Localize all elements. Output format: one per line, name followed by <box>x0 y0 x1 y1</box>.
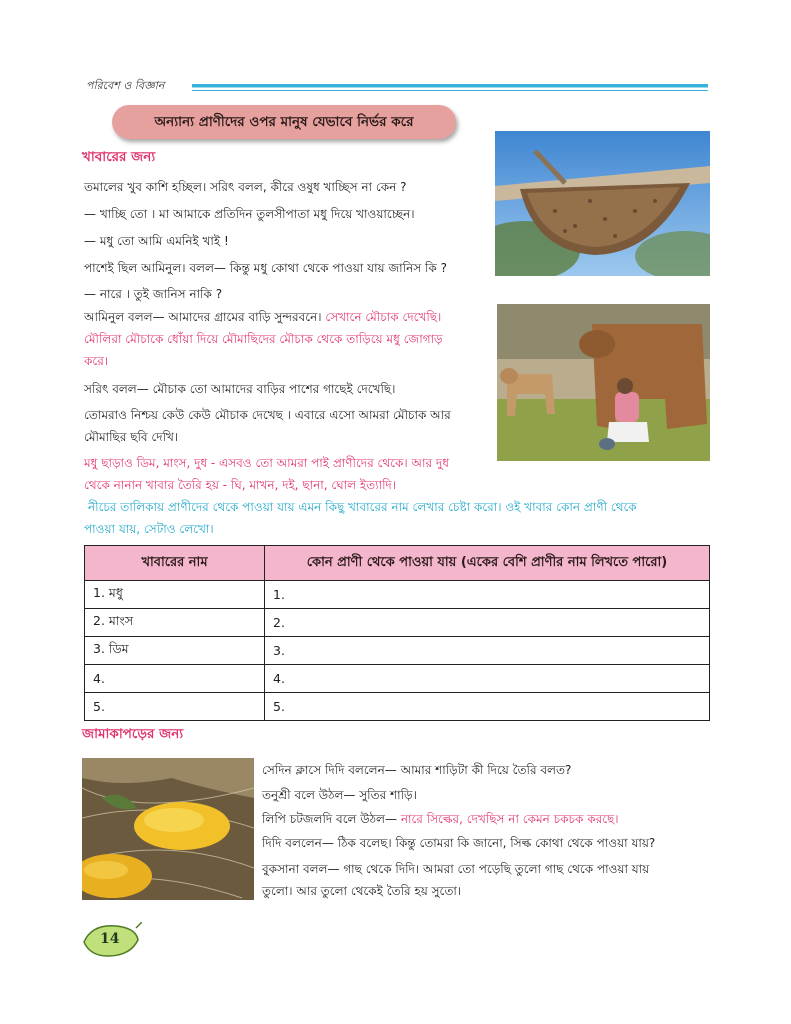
animal-cell[interactable]: 3. <box>265 637 710 665</box>
dialogue-line-4: পাশেই ছিল আমিনুল। বলল— কিন্তু মধু কোথা থেকে পাওয়া যায় জানিস কি ? <box>84 261 448 275</box>
table-row <box>85 665 710 693</box>
class-dialogue-5: বুকসানা বলল— গাছ থেকে দিদি। আমরা তো পড়েছি তুলো গাছ থেকে পাওয়া যায় <box>262 862 650 876</box>
table-header-row <box>85 546 710 581</box>
sarit-line: সরিৎ বলল— মৌচাক তো আমাদের বাড়ির পাশের গাছেই দেখেছি। <box>84 382 396 396</box>
column-header-animal-source: কোন প্রাণী থেকে পাওয়া যায় (একের বেশি প্রাণীর নাম লিখতে পারো) <box>265 546 710 581</box>
header-rule-thin <box>192 90 708 91</box>
milking-cow-photo <box>497 304 710 461</box>
animal-food-line-2: থেকে নানান খাবার তৈরি হয় - ঘি, মাখন, দই, ছানা, ঘোল ইত্যাদি। <box>84 478 397 492</box>
food-cell[interactable]: 4. <box>85 665 265 693</box>
dialogue-line-3: — মধু তো আমি এমনিই খাই ! <box>84 234 229 248</box>
silk-cocoon-photo <box>82 758 254 900</box>
animal-cell[interactable]: 1. <box>265 581 710 609</box>
class-dialogue-6: তুলো। আর তুলো থেকেই তৈরি হয় সুতো। <box>262 884 462 898</box>
class-dialogue-2: তনুশ্রী বলে উঠল— সুতির শাড়ি। <box>262 788 417 802</box>
table-row <box>85 609 710 637</box>
food-section-heading: খাবারের জন্য <box>82 149 156 165</box>
animal-cell[interactable]: 5. <box>265 693 710 721</box>
header-rule <box>192 84 708 88</box>
task-instruction-line-2: পাওয়া যায়, সেটাও লেখো। <box>84 522 214 536</box>
class-dialogue-4: দিদি বললেন— ঠিক বলেছ। কিন্তু তোমরা কি জানো, সিল্ক কোথা থেকে পাওয়া যায়? <box>262 836 656 850</box>
class-dialogue-3 <box>262 808 619 830</box>
subject-header: পরিবেশ ও বিজ্ঞান <box>86 79 165 92</box>
lipi-intro: লিপি চটজলদি বলে উঠল— <box>262 812 397 826</box>
aminul-paragraph-line-2: মৌলিরা মৌচাকে ধোঁয়া দিয়ে মৌমাছিদের মৌচাক থেকে তাড়িয়ে মধু জোগাড় <box>84 332 443 346</box>
aminul-highlight: সেখানে মৌচাক দেখেছি। <box>325 310 442 324</box>
food-source-table <box>84 545 710 721</box>
aminul-text: আমিনুল বলল— আমাদের গ্রামের বাড়ি সুন্দরবনে। <box>84 310 322 324</box>
dialogue-line-1: তমালের খুব কাশি হচ্ছিল। সরিৎ বলল, কীরে ওষুধ খাচ্ছিস না কেন ? <box>84 180 407 194</box>
food-cell[interactable]: 5. <box>85 693 265 721</box>
animal-food-line-1: মধু ছাড়াও ডিম, মাংস, দুধ - এসবও তো আমরা পাই প্রাণীদের থেকে। আর দুধ <box>84 456 449 470</box>
animal-cell[interactable]: 2. <box>265 609 710 637</box>
task-instruction-line-1: নীচের তালিকায় প্রাণীদের থেকে পাওয়া যায় এমন কিছু খাবারের নাম লেখার চেষ্টা করো। ওই খাবার কোন প্রাণী থেকে <box>88 500 637 514</box>
dialogue-line-5: — নারে । তুই জানিস নাকি ? <box>84 287 223 301</box>
column-header-food-name: খাবারের নাম <box>85 546 265 581</box>
class-dialogue-1: সেদিন ক্লাসে দিদি বললেন— আমার শাড়িটা কী দিয়ে তৈরি বলত? <box>262 763 572 777</box>
table-row <box>85 581 710 609</box>
food-cell[interactable]: 1. মধু <box>85 581 265 609</box>
you-line-2: মৌমাছির ছবি দেখি। <box>84 430 179 444</box>
you-line-1: তোমরাও নিশ্চয় কেউ কেউ মৌচাক দেখেছ । এবারে এসো আমরা মৌচাক আর <box>84 408 451 422</box>
table-row <box>85 637 710 665</box>
food-cell[interactable]: 2. মাংস <box>85 609 265 637</box>
chapter-title: অন্যান্য প্রাণীদের ওপর মানুষ যেভাবে নির্ভর করে <box>112 105 456 139</box>
animal-cell[interactable]: 4. <box>265 665 710 693</box>
beehive-photo <box>495 131 710 276</box>
food-cell[interactable]: 3. ডিম <box>85 637 265 665</box>
aminul-paragraph-line-3: করে। <box>84 354 109 368</box>
lipi-silk-reply: নারে সিল্কের, দেখছিস না কেমন চকচক করছে। <box>400 812 619 826</box>
clothes-section-heading: জামাকাপড়ের জন্য <box>82 726 184 742</box>
page-number: 14 <box>100 931 120 947</box>
aminul-paragraph-line-1 <box>84 306 441 328</box>
dialogue-line-2: — খাচ্ছি তো । মা আমাকে প্রতিদিন তুলসীপাতা মধু দিয়ে খাওয়াচ্ছেন। <box>84 207 415 221</box>
table-row <box>85 693 710 721</box>
